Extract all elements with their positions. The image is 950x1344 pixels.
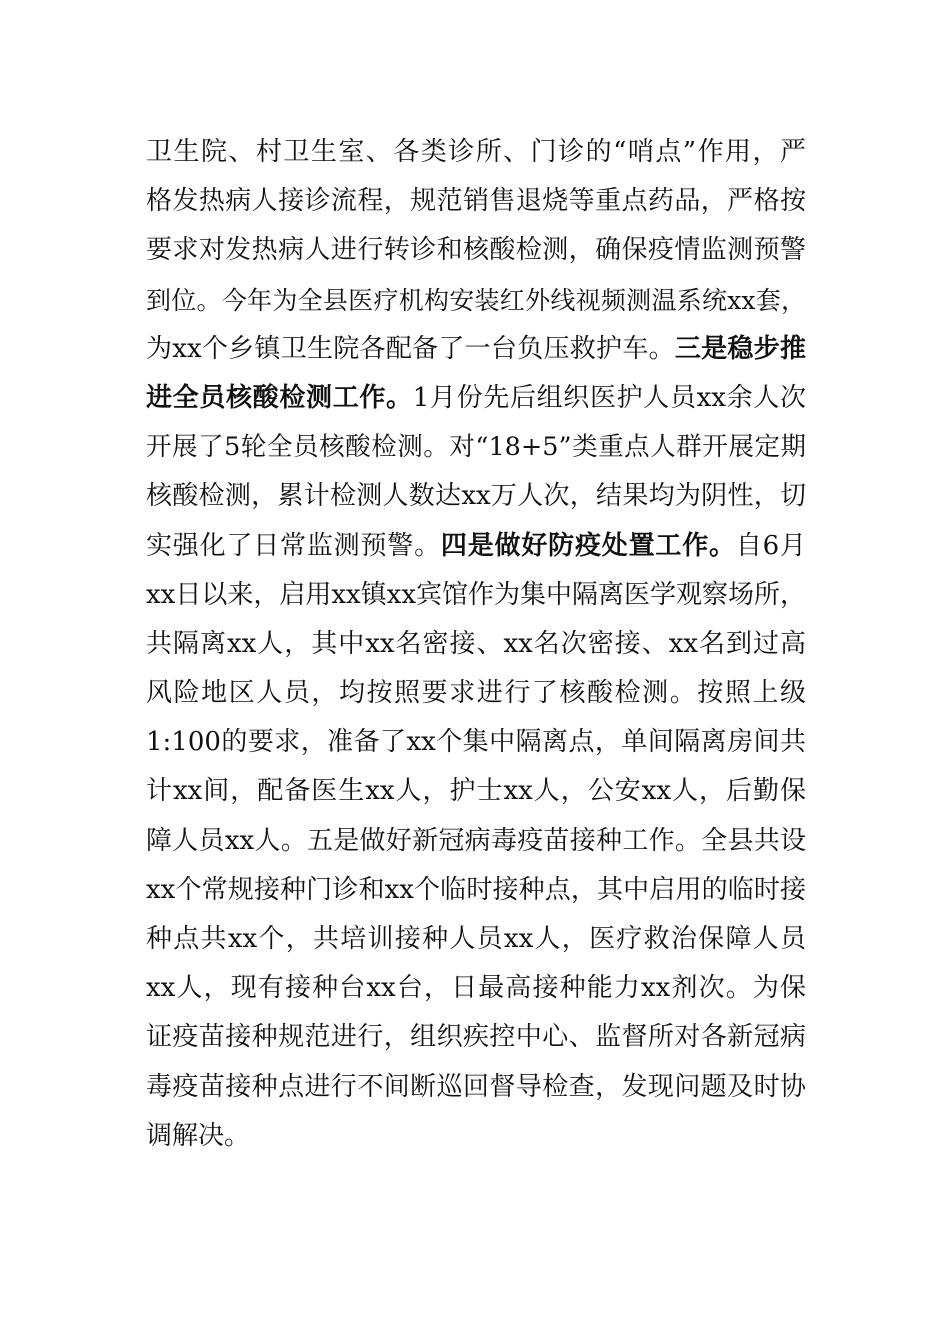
text-line [146, 571, 806, 620]
text-line [146, 866, 806, 915]
text-line [146, 1013, 806, 1062]
text-segment: 格发热病人接诊流程，规范销售退烧等重点药品，严格按 [146, 186, 806, 217]
text-line [146, 128, 806, 177]
text-line [146, 374, 806, 423]
text-segment: 证疫苗接种规范进行，组织疾控中心、监督所对各新冠病 [146, 1022, 806, 1053]
text-line [146, 325, 806, 374]
text-segment: 卫生院、村卫生室、各类诊所、门诊的“哨点”作用，严 [146, 137, 806, 167]
text-segment: 到位。今年为全县医疗机构安装红外线视频测温系统xx套， [146, 285, 806, 315]
text-segment: xx人，现有接种台xx台，日最高接种能力xx剂次。为保 [146, 973, 806, 1004]
text-segment: 开展了5轮全员核酸检测。对“18+5”类重点人群开展定期 [146, 432, 806, 463]
text-line [146, 226, 806, 275]
text-segment: 障人员xx人。五是做好新冠病毒疫苗接种工作。全县共设 [146, 825, 806, 856]
text-segment: 计xx间，配备医生xx人，护士xx人，公安xx人，后勤保 [146, 776, 806, 807]
text-segment: 毒疫苗接种点进行不间断巡回督导检查，发现问题及时协 [146, 1071, 806, 1102]
text-segment: xx日以来，启用xx镇xx宾馆作为集中隔离医学观察场所， [146, 579, 806, 610]
text-line [146, 276, 806, 325]
text-line [146, 817, 806, 866]
text-segment: 1:100的要求，准备了xx个集中隔离点，单间隔离房间共 [146, 727, 806, 758]
text-line [146, 915, 806, 964]
text-segment: 种点共xx个，共培训接种人员xx人，医疗救治保障人员 [146, 924, 806, 954]
text-segment: 1月份先后组织医护人员xx余人次 [412, 382, 806, 413]
bold-heading-segment: 四是做好防疫处置工作。 [440, 530, 736, 561]
text-segment: 自6月 [735, 530, 806, 561]
text-segment: 调解决。 [146, 1120, 251, 1151]
text-line [146, 718, 806, 767]
text-segment: 为xx个乡镇卫生院各配备了一台负压救护车。 [146, 333, 675, 364]
text-line [146, 669, 806, 718]
text-line [146, 964, 806, 1013]
text-segment: 核酸检测，累计检测人数达xx万人次，结果均为阴性，切 [146, 481, 806, 512]
text-line [146, 620, 806, 669]
text-segment: 共隔离xx人，其中xx名密接、xx名次密接、xx名到过高 [146, 628, 806, 659]
text-line [146, 767, 806, 816]
text-line [146, 1063, 806, 1112]
text-line [146, 472, 806, 521]
text-line [146, 423, 806, 472]
text-segment: 风险地区人员，均按照要求进行了核酸检测。按照上级 [146, 678, 806, 709]
text-segment: 要求对发热病人进行转诊和核酸检测，确保疫情监测预警 [146, 235, 806, 266]
text-line [146, 1112, 806, 1161]
bold-heading-segment: 三是稳步推 [674, 333, 806, 364]
text-segment: 实强化了日常监测预警。 [146, 530, 441, 561]
text-line [146, 177, 806, 226]
body-paragraph [146, 128, 806, 1161]
bold-heading-segment: 进全员核酸检测工作。 [146, 382, 413, 413]
text-line [146, 522, 806, 571]
text-segment: xx个常规接种门诊和xx个临时接种点，其中启用的临时接 [146, 874, 806, 905]
